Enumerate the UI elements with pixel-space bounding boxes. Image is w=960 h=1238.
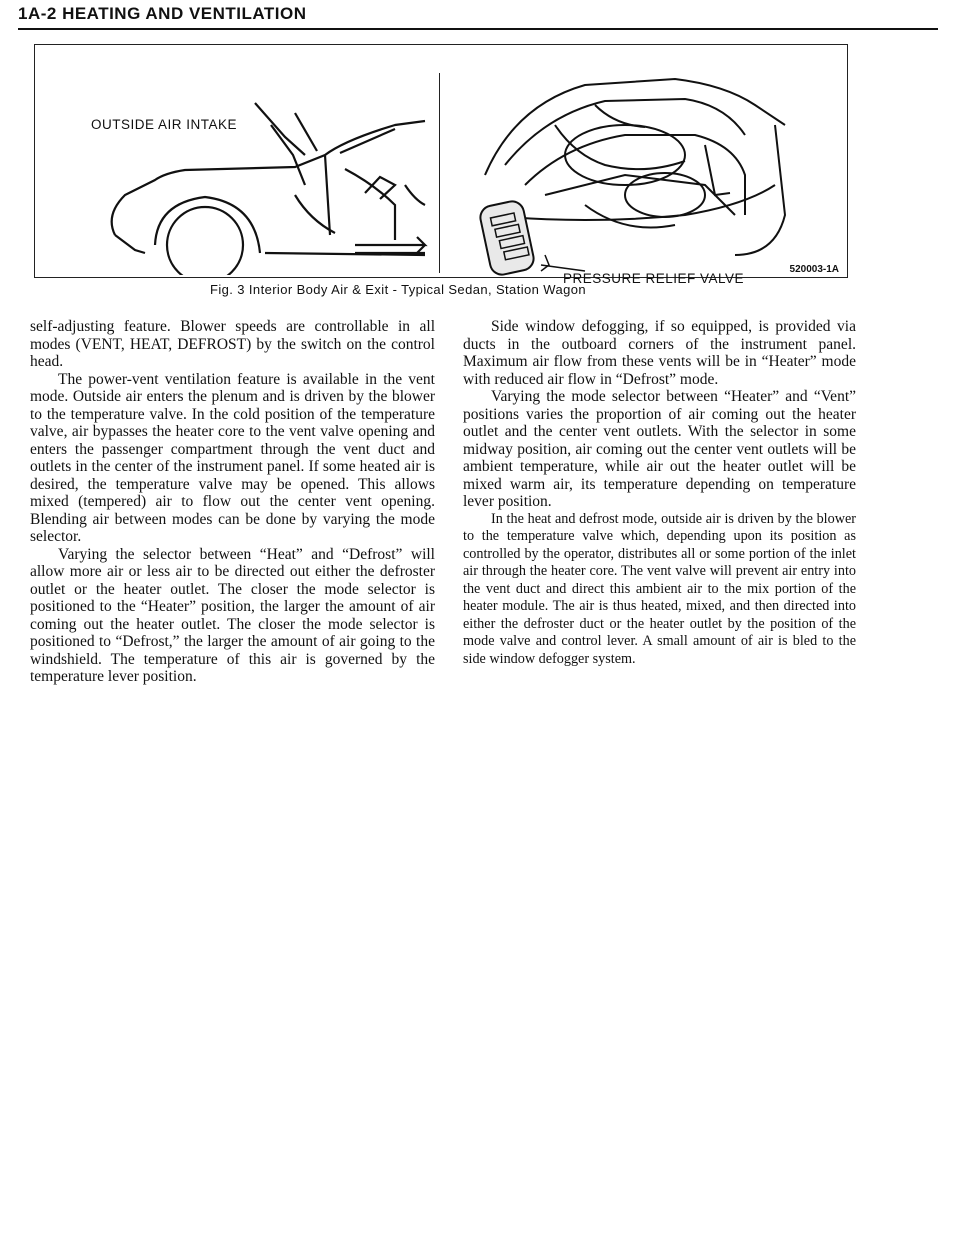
- figure-3: [34, 44, 848, 286]
- page-header: [18, 4, 938, 30]
- pressure-relief-valve-label: PRESSURE RELIEF VALVE: [563, 271, 745, 286]
- figure-caption: Fig. 3 Interior Body Air & Exit - Typical Sedan, Station Wagon: [210, 282, 586, 297]
- car-side-illustration: [95, 85, 435, 275]
- left-paragraph-1: self-adjusting feature. Blower speeds are controllable in all modes (VENT, HEAT, DEFROST) by the switch on the control head.: [30, 318, 435, 370]
- figure-divider: [439, 73, 440, 273]
- left-paragraph-3: Varying the selector between “Heat” and “Defrost” will allow more air or less air to be directed out either the defroster outlet or the heater outlet. The closer the mode selector is positioned to the “Heater” position, the larger the amount of air coming out the heater outlet. The closer the mode selector is positioned to “Defrost,” the larger the amount of air going to the windshield. The temperature of this air is governed by the temperature lever position.: [30, 545, 435, 685]
- left-paragraph-2: The power-vent ventilation feature is available in the vent mode. Outside air enters the plenum and is driven by the blower to the temperature valve. In the cold position of the temperature valve, air bypasses the heater core to the vent valve opening and enters the passenger compartment through the vent duct and outlets in the center of the instrument panel. If some heated air is desired, the temperature valve may be opened. This allows mixed (tempered) air to flow out the center vent opening. Blending air between modes can be done by varying the mode selector.: [30, 370, 435, 545]
- page-title: 1A-2 HEATING AND VENTILATION: [18, 4, 307, 23]
- right-paragraph-1: Side window defogging, if so equipped, is provided via ducts in the outboard corners of the instrument panel. Maximum air flow from these vents will be in “Heater” mode with reduced air flow in “Defrost” mode.: [463, 318, 856, 388]
- figure-code: 520003-1A: [789, 264, 839, 275]
- car-rear-illustration: [445, 65, 835, 285]
- right-column: [463, 318, 856, 668]
- right-paragraph-3: In the heat and defrost mode, outside air is driven by the blower to the temperature valve which, depending upon its position as controlled by the operator, distributes all or some portion of the inlet air through the heater core. The vent valve will prevent air entry into the vent duct and direct this ambient air to the mix portion of the heater module. The air is thus heated, mixed, and then directed into either the defroster duct or the heater outlet by the position of the mode valve and control lever. A small amount of air is bled to the side window defogger system.: [463, 510, 856, 667]
- left-column: [30, 318, 435, 686]
- outside-air-intake-label: OUTSIDE AIR INTAKE: [91, 117, 238, 132]
- right-paragraph-2: Varying the mode selector between “Heater” and “Vent” positions varies the proportion of air coming out the heater outlet and the center vent outlets. With the selector in some midway position, air coming out the center vent outlets will be ambient temperature, while air out the heater outlet will be mixed warm air, its temperature depending on temperature lever position.: [463, 388, 856, 510]
